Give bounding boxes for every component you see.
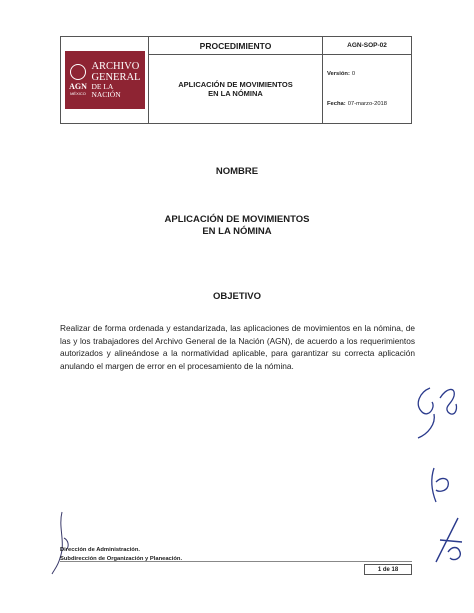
page-number: 1 de 18 [364,564,412,575]
document-subject [149,55,323,123]
footer-divider [60,561,412,562]
procedure-name-line-1: APLICACIÓN DE MOVIMIENTOS [164,214,310,225]
version-label: Versión: [327,71,350,77]
objective-paragraph: Realizar de forma ordenada y estandarizada, las aplicaciones de movimientos en la nómina, de las y los trabajadores del Archivo General de la Nación (AGN), de acuerdo a los requerimientos autorizados y alineándose a la normatividad aplicable, para garantizar su correcta aplicación anulando el margen de error en el procesamiento de la nómina. [60,323,415,371]
logo-wordmark [91,61,141,99]
procedure-name-line-2: EN LA NÓMINA [202,225,272,237]
document-header-table [60,36,412,124]
subject-line-2: EN LA NÓMINA [208,89,263,98]
date-label: Fecha: [327,101,346,107]
agn-seal-icon [68,56,89,104]
logo-country-text: MÉXICO [70,91,86,96]
logo-cell [61,37,149,123]
logo-line-3: DE LA NACIÓN [91,82,121,100]
logo-line-2: GENERAL [91,72,141,84]
subject-line-1: APLICACIÓN DE MOVIMIENTOS [178,80,293,89]
version-row [327,71,407,77]
document-type: PROCEDIMIENTO [149,37,323,55]
footer-line-1: Dirección de Administración. [60,547,140,553]
objective-heading: OBJETIVO [212,291,262,302]
signature-initials-1-icon [400,378,464,462]
date-value: 07-marzo-2018 [347,101,387,107]
footer-line-2: Subdirección de Organización y Planeación. [60,555,183,562]
document-meta [323,55,411,123]
date-row [327,101,407,107]
signature-initials-2-icon [420,462,460,512]
logo-line-1: ARCHIVO [91,61,140,73]
signature-initials-3-icon [428,512,468,568]
version-value: 0 [351,71,356,77]
signature-margin-icon [48,508,78,578]
logo-agn-text: AGN [69,82,87,91]
document-code: AGN-SOP-02 [323,37,411,55]
seal-circle-icon [70,64,86,80]
procedure-name [0,214,474,238]
agn-logo [65,51,145,109]
name-heading: NOMBRE [215,166,259,177]
